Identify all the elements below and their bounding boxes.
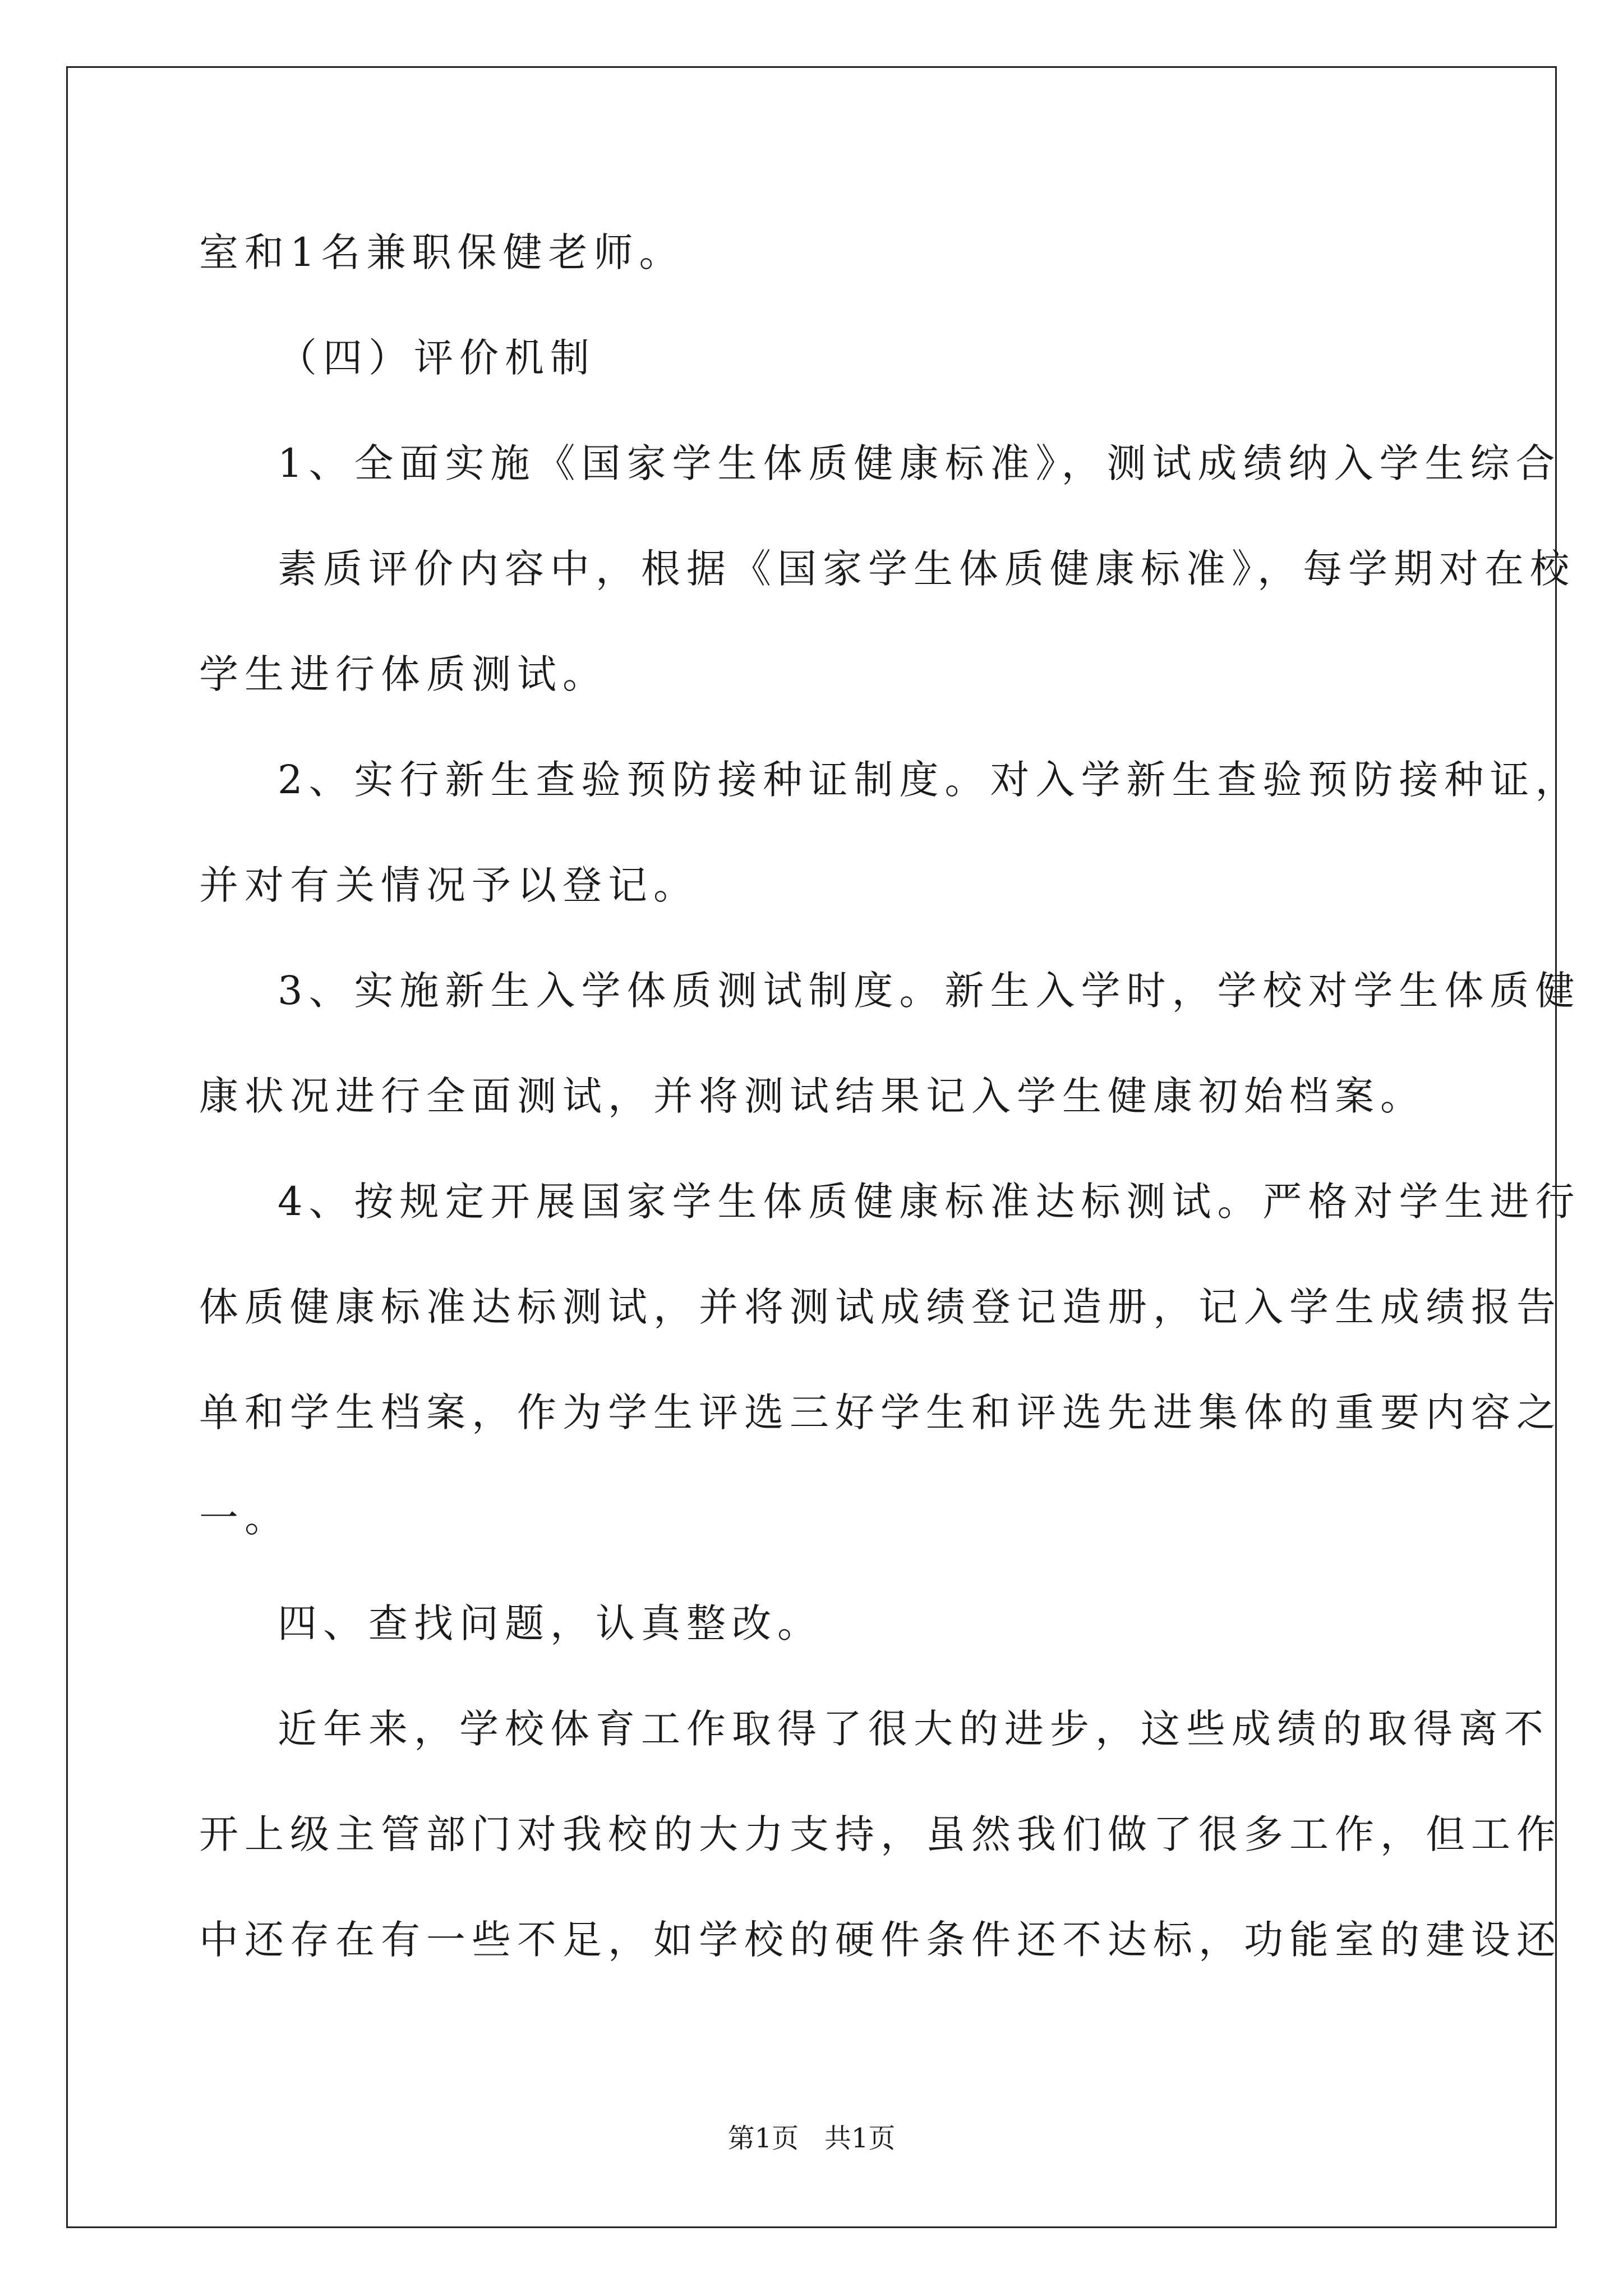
paragraph-line: 开上级主管部门对我校的大力支持，虽然我们做了很多工作，但工作 xyxy=(199,1811,1562,1857)
paragraph-line: 一。 xyxy=(199,1495,290,1541)
paragraph-line: 并对有关情况予以登记。 xyxy=(199,862,699,908)
page-number-footer: 第1页 共1页 xyxy=(727,2123,896,2154)
text-line: 室和1名兼职保健老师。 xyxy=(199,229,685,275)
paragraph-line: 康状况进行全面测试，并将测试结果记入学生健康初始档案。 xyxy=(199,1073,1426,1119)
paragraph-line: 2、实行新生查验预防接种证制度。对入学新生查验预防接种证， xyxy=(278,757,1581,803)
document-body xyxy=(199,219,1581,2012)
paragraph-line: 素质评价内容中，根据《国家学生体质健康标准》，每学期对在校 xyxy=(278,546,1575,592)
paragraph-line: 近年来，学校体育工作取得了很大的进步，这些成绩的取得离不 xyxy=(278,1706,1550,1752)
paragraph-line: 学生进行体质测试。 xyxy=(199,651,608,697)
paragraph-line: 1、全面实施《国家学生体质健康标准》，测试成绩纳入学生综合 xyxy=(278,440,1561,486)
paragraph-line: 中还存在有一些不足，如学校的硬件条件还不达标，功能室的建设还 xyxy=(199,1917,1562,1963)
paragraph-line: 体质健康标准达标测试，并将测试成绩登记造册，记入学生成绩报告 xyxy=(199,1284,1562,1330)
section-heading: （四）评价机制 xyxy=(278,335,596,381)
paragraph-line: 单和学生档案，作为学生评选三好学生和评选先进集体的重要内容之 xyxy=(199,1389,1562,1435)
paragraph-line: 3、实施新生入学体质测试制度。新生入学时，学校对学生体质健 xyxy=(278,968,1581,1014)
section-heading: 四、查找问题，认真整改。 xyxy=(278,1600,823,1646)
paragraph-line: 4、按规定开展国家学生体质健康标准达标测试。严格对学生进行 xyxy=(278,1179,1581,1225)
